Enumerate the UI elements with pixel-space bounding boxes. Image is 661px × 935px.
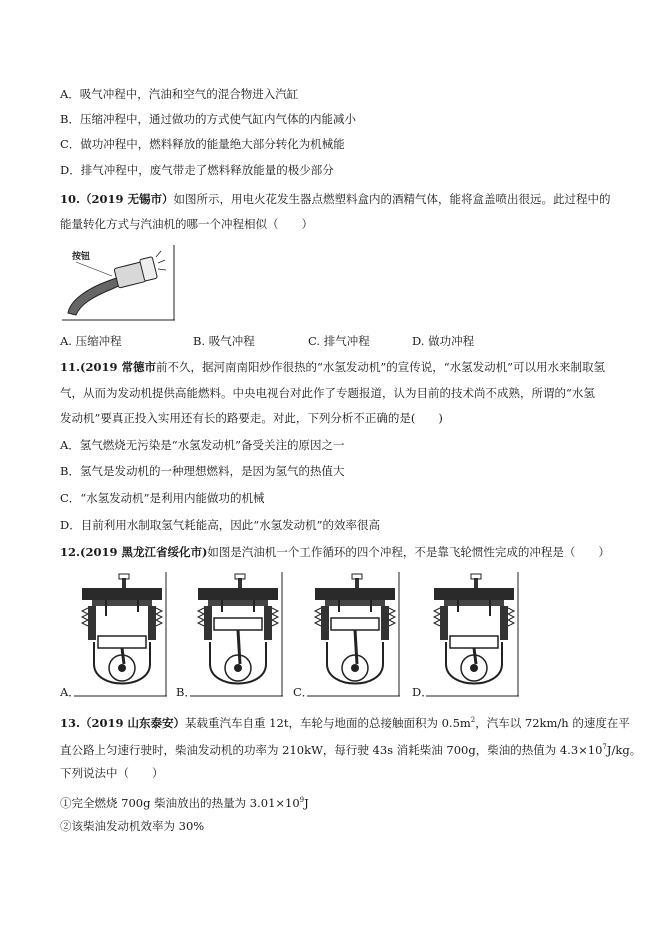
q12-stem — [60, 544, 610, 560]
q11-option-d: D．目前利用水制取氢气耗能高，因此“水氢发动机”的效率很高 — [60, 518, 380, 532]
q11-source: (2019 常德市 — [80, 360, 156, 374]
q13-stem-line-2 — [60, 739, 641, 758]
engine-label-a: A． — [60, 685, 80, 699]
engine-label-d: D． — [412, 685, 433, 699]
engine-d-drawing — [426, 572, 522, 698]
q10-stem-line-1 — [60, 191, 611, 207]
q11-option-c: C．“水氢发动机”是利用内能做功的机械 — [60, 491, 265, 505]
q11-text-1: 前不久，据河南南阳炒作很热的“水氢发动机”的宣传说，“水氢发动机”可以用水来制取氢 — [155, 360, 605, 374]
engine-c — [307, 572, 403, 702]
q13-item-1 — [60, 792, 309, 811]
q11-stem-line-3: 发动机”要真正投入实用还有长的路要走。对此，下列分析不正确的是( ) — [60, 411, 443, 425]
q13-source: （2019 山东泰安） — [80, 715, 186, 730]
q10-source: （2019 无锡市） — [80, 192, 174, 206]
q11-stem-line-1 — [60, 359, 605, 375]
q10-number: 10. — [60, 192, 81, 206]
q10-option-b: B. 吸气冲程 — [193, 334, 255, 348]
q10-option-c: C. 排气冲程 — [308, 334, 370, 348]
spark-generator-figure — [62, 243, 180, 323]
engine-d — [426, 572, 522, 702]
q13-text-1a: 某载重汽车自重 12t，车轮与地面的总接触面积为 0.5m — [185, 715, 471, 730]
q11-option-b: B．氢气是发动机的一种理想燃料，是因为氢气的热值大 — [60, 464, 345, 478]
q13-stem-line-3: 下列说法中（ ） — [60, 766, 164, 780]
q11-stem-line-2: 气，从而为发动机提供高能燃料。中央电视台对此作了专题报道，认为目前的技术尚不成熟，所谓的“水氢 — [60, 386, 595, 400]
q13-stem-line-1 — [60, 712, 630, 731]
q13-text-2a: 直公路上匀速行驶时，柴油发动机的功率为 210kW，每行驶 43s 消耗柴油 700g，柴油的热值为 4.3×10 — [60, 742, 603, 757]
q13-item-2: ②该柴油发动机效率为 30% — [60, 819, 205, 833]
q10-option-d: D. 做功冲程 — [412, 334, 475, 348]
engine-label-b: B． — [176, 685, 196, 699]
engine-label-c: C． — [293, 685, 314, 699]
engine-b-drawing — [190, 572, 286, 698]
q13-text-2b: J/kg。 — [606, 742, 642, 757]
engine-a-drawing — [74, 572, 170, 698]
q13-area-exponent: 2 — [470, 716, 476, 724]
q13-item-1b: J — [304, 795, 309, 810]
q13-item-1-exponent: 9 — [299, 796, 305, 804]
q11-option-a: A．氢气燃烧无污染是“水氢发动机”备受关注的原因之一 — [60, 438, 345, 452]
engine-c-drawing — [307, 572, 403, 698]
q13-item-1a: ①完全燃烧 700g 柴油放出的热量为 3.01×10 — [60, 795, 300, 810]
q11-number: 11. — [60, 360, 81, 374]
engine-a — [74, 572, 170, 702]
q10-option-a: A. 压缩冲程 — [60, 334, 122, 348]
q10-stem-line-2: 能量转化方式与汽油机的哪一个冲程相似（ ） — [60, 217, 313, 231]
q12-source: (2019 黑龙江省绥化市) — [80, 545, 208, 559]
q10-text-1: 如图所示，用电火花发生器点燃塑料盒内的酒精气体，能将盒盖喷出很远。此过程中的 — [173, 192, 611, 206]
q12-number: 12. — [60, 545, 81, 559]
q9-option-a: A．吸气冲程中，汽油和空气的混合物进入汽缸 — [60, 87, 299, 101]
button-label: 按钮 — [72, 252, 91, 262]
q9-option-c: C．做功冲程中，燃料释放的能量绝大部分转化为机械能 — [60, 137, 345, 151]
q13-number: 13. — [60, 715, 81, 730]
q13-heat-exponent: 7 — [602, 743, 607, 751]
q13-text-1b: ，汽车以 72km/h 的速度在平 — [475, 715, 630, 730]
q12-text: 如图是汽油机一个工作循环的四个冲程，不是靠飞轮惯性完成的冲程是（ ） — [207, 545, 610, 559]
q9-option-d: D．排气冲程中，废气带走了燃料释放能量的极少部分 — [60, 163, 334, 177]
engine-b — [190, 572, 286, 702]
q9-option-b: B．压缩冲程中，通过做功的方式使气缸内气体的内能减小 — [60, 112, 356, 126]
